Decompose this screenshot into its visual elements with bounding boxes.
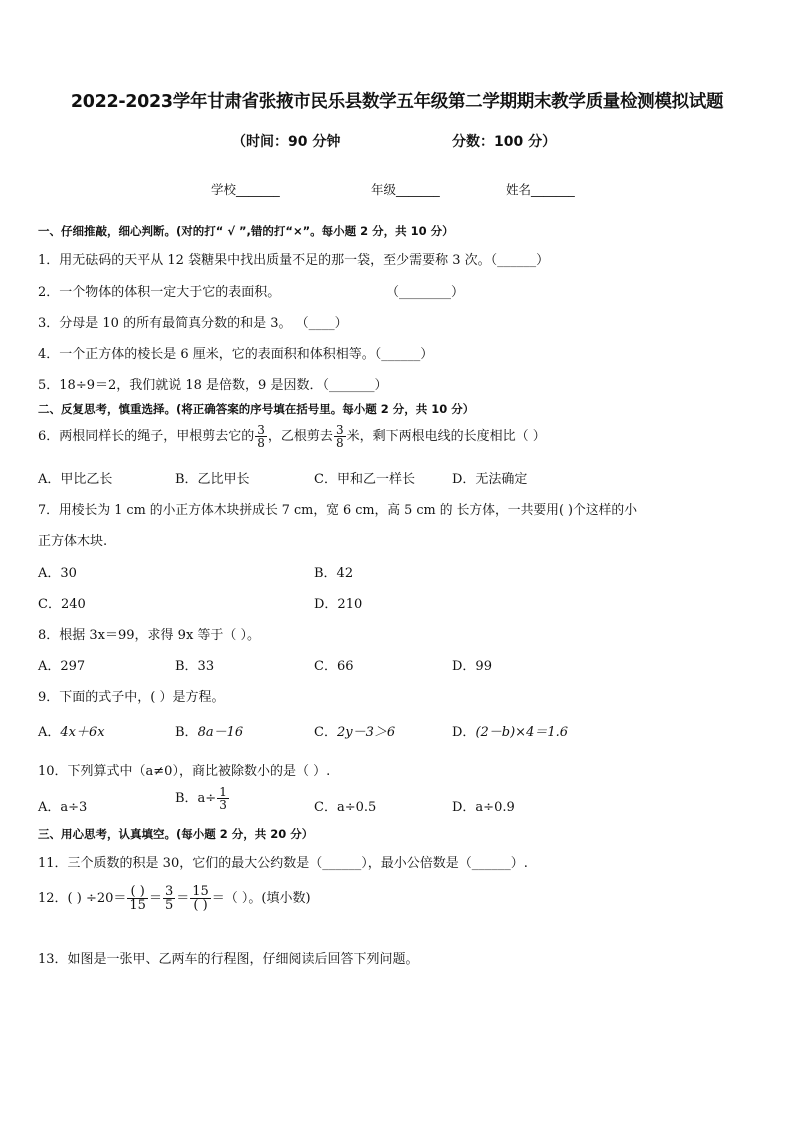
q10-option-d: D．a÷0.9 <box>452 800 515 815</box>
fraction-blank-15 <box>127 885 148 912</box>
fraction-denominator: 3 <box>219 798 227 812</box>
fraction-denominator: 8 <box>335 436 344 450</box>
math-expression: 2y－3＞6 <box>336 725 396 740</box>
section3-heading: 三、用心思考，认真填空。(每小题 2 分，共 20 分） <box>38 827 314 841</box>
question-6-part2: ，乙根剪去 <box>267 429 333 444</box>
equals-sign: ＝ <box>148 891 162 906</box>
question-11: 11．三个质数的积是 30，它们的最大公约数是（______），最小公倍数是（______）. <box>38 856 528 871</box>
question-4: 4．一个正方体的棱长是 6 厘米，它的表面积和体积相等。（______） <box>38 347 434 362</box>
question-3: 3．分母是 10 的所有最简真分数的和是 3。 （____） <box>38 316 348 331</box>
fraction-numerator: 3 <box>257 423 265 437</box>
fraction-numerator: 15 <box>192 884 209 899</box>
option-letter: C． <box>314 725 337 740</box>
q8-option-d: D．99 <box>452 659 492 674</box>
question-9: 9．下面的式子中，( ）是方程。 <box>38 690 225 705</box>
question-2-blank: （________） <box>386 285 465 300</box>
q10-option-c: C．a÷0.5 <box>314 800 377 815</box>
question-12-part2: ＝（ ）。(填小数) <box>211 891 311 906</box>
q7-option-b: B．42 <box>314 566 354 581</box>
question-10: 10．下列算式中（a≠0），商比被除数小的是（ ）. <box>38 764 331 779</box>
q6-option-d: D．无法确定 <box>452 472 528 487</box>
question-12 <box>38 885 311 912</box>
q10-option-a: A．a÷3 <box>38 800 88 815</box>
fraction-3-8-a <box>255 424 267 449</box>
equals-sign: ＝ <box>176 891 190 906</box>
fraction-numerator: 3 <box>164 884 174 899</box>
q7-option-a: A．30 <box>38 566 77 581</box>
question-6-part1: 6．两根同样长的绳子，甲根剪去它的 <box>38 429 255 444</box>
question-7-line1: 7．用棱长为 1 cm 的小正方体木块拼成长 7 cm，宽 6 cm，高 5 cm 的 长方体，一共要用( )个这样的小 <box>38 503 638 518</box>
math-expression: 4x＋6x <box>60 725 105 740</box>
q9-option-b <box>175 721 243 740</box>
q9-option-d <box>452 721 568 740</box>
q8-option-a: A．297 <box>38 659 86 674</box>
question-5: 5．18÷9＝2，我们就说 18 是倍数，9 是因数．（_______） <box>38 378 388 393</box>
math-expression: (2－b)×4＝1.6 <box>475 725 569 740</box>
section1-heading: 一、仔细推敲，细心判断。(对的打“ √ ”,错的打“×”。每小题 2 分，共 10 分） <box>38 224 454 238</box>
question-2: 2．一个物体的体积一定大于它的表面积。 <box>38 285 281 300</box>
question-6 <box>38 424 546 449</box>
fraction-3-8-b <box>334 424 346 449</box>
time-info: （时间：90 分钟 <box>232 134 341 150</box>
math-expression: 8a－16 <box>197 725 244 740</box>
fraction-denominator: 15 <box>129 898 146 913</box>
section2-heading: 二、反复思考，慎重选择。(将正确答案的序号填在括号里。每小题 2 分，共 10 分） <box>38 402 475 416</box>
q8-option-b: B．33 <box>175 659 215 674</box>
q8-option-c: C．66 <box>314 659 354 674</box>
exam-title: 2022-2023学年甘肃省张掖市民乐县数学五年级第二学期期末教学质量检测模拟试题 <box>70 92 724 112</box>
q10-option-b <box>175 786 230 811</box>
option-text: B．a÷ <box>175 791 217 806</box>
fraction-denominator: 5 <box>164 898 174 913</box>
school-field: 学校_______ <box>211 182 280 197</box>
fraction-1-3 <box>217 786 229 811</box>
option-letter: D． <box>452 725 476 740</box>
fraction-numerator: ( ) <box>127 885 148 899</box>
grade-field: 年级_______ <box>371 182 440 197</box>
question-8: 8．根据 3x＝99，求得 9x 等于（ ）。 <box>38 628 261 643</box>
question-13: 13．如图是一张甲、乙两车的行程图，仔细阅读后回答下列问题。 <box>38 952 419 967</box>
fraction-denominator: 8 <box>257 436 265 450</box>
option-letter: A． <box>38 725 61 740</box>
score-info: 分数：100 分） <box>452 134 557 150</box>
option-letter: B． <box>175 725 198 740</box>
fraction-numerator: 3 <box>335 423 344 437</box>
fraction-denominator: ( ) <box>193 898 208 913</box>
name-field: 姓名_______ <box>506 182 575 197</box>
q9-option-a <box>38 721 105 740</box>
q6-option-a: A．甲比乙长 <box>38 472 113 487</box>
q7-option-c: C．240 <box>38 597 86 612</box>
q6-option-b: B．乙比甲长 <box>175 472 250 487</box>
q7-option-d: D．210 <box>314 597 363 612</box>
question-1: 1．用无砝码的天平从 12 袋糖果中找出质量不足的那一袋，至少需要称 3 次。（______） <box>38 253 550 268</box>
question-12-part1: 12．( ) ÷20＝ <box>38 891 127 906</box>
q9-option-c <box>314 721 395 740</box>
fraction-numerator: 1 <box>219 785 227 799</box>
question-7-line2: 正方体木块. <box>38 534 108 549</box>
fraction-3-5 <box>163 885 175 912</box>
question-6-part3: 米，剩下两根电线的长度相比（ ） <box>346 429 546 444</box>
fraction-15-blank <box>190 885 211 912</box>
q6-option-c: C．甲和乙一样长 <box>314 472 415 487</box>
